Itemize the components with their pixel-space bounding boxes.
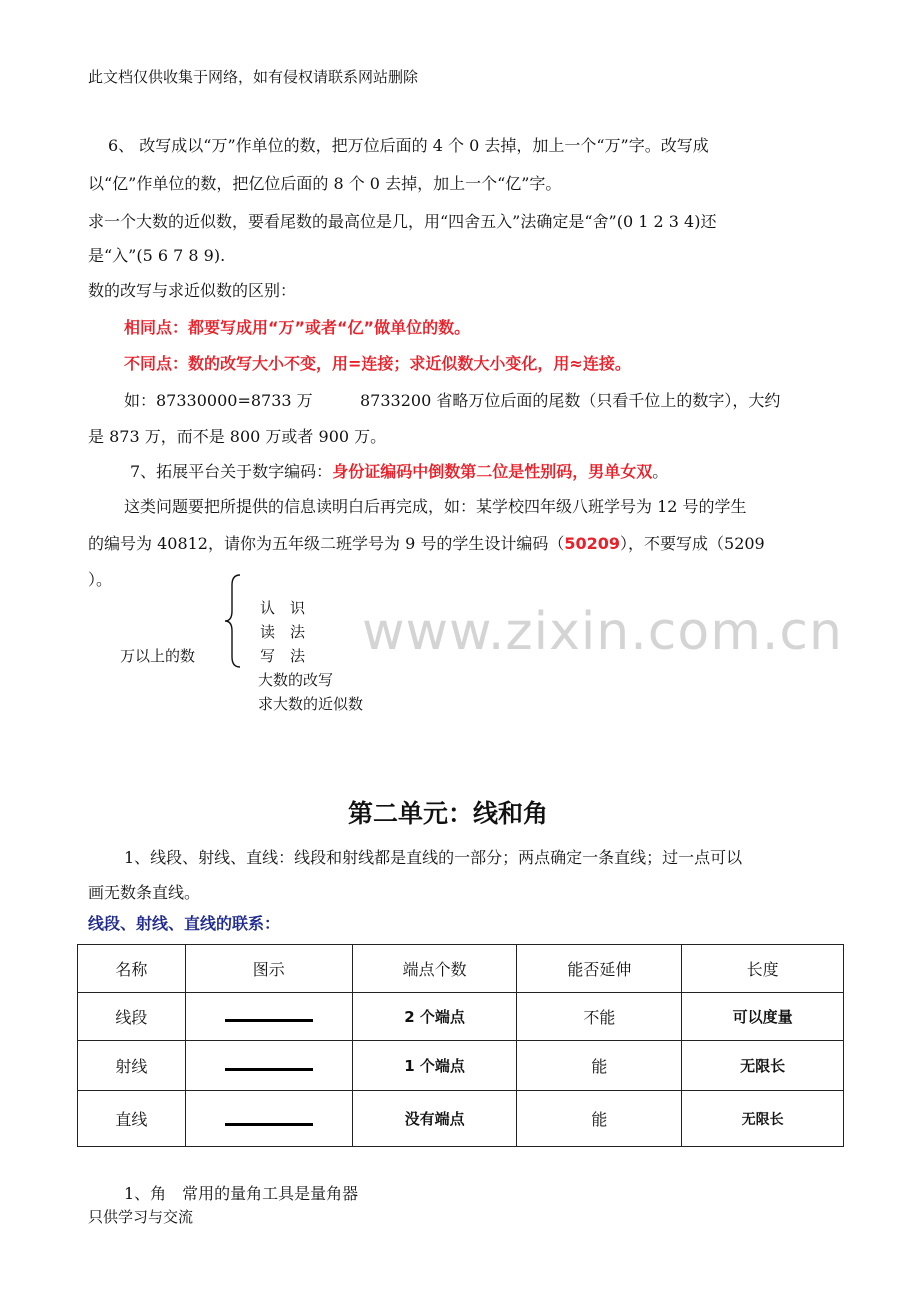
table-header-row <box>78 945 844 993</box>
diff-point: 不同点：数的改写大小不变，用=连接；求近似数大小变化，用≈连接。 <box>124 354 631 373</box>
row-endpoints: 2 个端点 <box>352 993 517 1041</box>
row-name: 线段 <box>78 993 186 1041</box>
table-row <box>78 993 844 1041</box>
header-name: 名称 <box>78 945 186 993</box>
same-point: 相同点：都要写成用“万”或者“亿”做单位的数。 <box>124 318 471 337</box>
unit2-p2: 画无数条直线。 <box>88 883 201 902</box>
row-extend: 能 <box>517 1041 682 1091</box>
segment-line <box>225 1019 313 1022</box>
section6-line5: 数的改写与求近似数的区别： <box>88 281 297 300</box>
header-endpoints: 端点个数 <box>352 945 517 993</box>
section6-line3: 求一个大数的近似数，要看尾数的最高位是几，用“四舍五入”法确定是“舍”(0 1 2 3 4)还 <box>88 212 717 231</box>
example-b: 8733200 省略万位后面的尾数（只看千位上的数字），大约 <box>360 391 781 410</box>
row-name: 射线 <box>78 1041 186 1091</box>
section7-p2-b: ），不要写成（5209 <box>620 534 765 553</box>
outline-root: 万以上的数 <box>120 647 196 665</box>
ray-line <box>225 1068 313 1071</box>
header-notice: 此文档仅供收集于网络，如有侵权请联系网站删除 <box>88 68 419 86</box>
outline-item-recognize: 认 识 <box>260 599 306 617</box>
unit2-subtitle: 线段、射线、直线的联系： <box>88 914 281 933</box>
footer-note: 只供学习与交流 <box>88 1208 194 1226</box>
header-length: 长度 <box>682 945 844 993</box>
section7-suffix: 。 <box>652 462 669 481</box>
row-extend: 不能 <box>517 993 682 1041</box>
outline-item-rewrite: 大数的改写 <box>258 671 334 689</box>
angle-line: 1、角 常用的量角工具是量角器 <box>124 1184 359 1203</box>
outline-item-write: 写 法 <box>260 647 306 665</box>
section7-p3: ）。 <box>88 570 113 589</box>
row-length: 无限长 <box>682 1091 844 1147</box>
row-length: 可以度量 <box>682 993 844 1041</box>
outline-item-approx: 求大数的近似数 <box>258 695 364 713</box>
section6-line4: 是“入”(5 6 7 8 9). <box>88 246 226 265</box>
header-extend: 能否延伸 <box>517 945 682 993</box>
outline-item-read: 读 法 <box>260 623 306 641</box>
table-row <box>78 1041 844 1091</box>
section7-p2-a: 的编号为 40812，请你为五年级二班学号为 9 号的学生设计编码（ <box>88 534 565 553</box>
section6-line1: 6、 改写成以“万”作单位的数，把万位后面的 4 个 0 去掉，加上一个“万”字。改写成 <box>108 136 709 155</box>
unit2-title: 第二单元：线和角 <box>348 799 549 828</box>
row-endpoints: 没有端点 <box>352 1091 517 1147</box>
section7-prefix: 7、拓展平台关于数字编码： <box>130 462 333 481</box>
outline-brace <box>222 573 244 669</box>
unit2-p1: 1、线段、射线、直线：线段和射线都是直线的一部分；两点确定一条直线；过一点可以 <box>124 848 743 867</box>
row-endpoints: 1 个端点 <box>352 1041 517 1091</box>
header-diagram: 图示 <box>185 945 352 993</box>
section7-highlight: 身份证编码中倒数第二位是性别码，男单女双 <box>332 462 653 481</box>
watermark: www.zixin.com.cn <box>362 602 843 662</box>
ray-diagram <box>185 1041 352 1091</box>
section7-p1: 这类问题要把所提供的信息读明白后再完成，如：某学校四年级八班学号为 12 号的学生 <box>124 497 747 516</box>
lines-table <box>77 944 844 1147</box>
table-row <box>78 1091 844 1147</box>
example-c: 是 873 万，而不是 800 万或者 900 万。 <box>88 427 387 446</box>
section7-code: 50209 <box>564 534 621 553</box>
row-extend: 能 <box>517 1091 682 1147</box>
section6-line2: 以“亿”作单位的数，把亿位后面的 8 个 0 去掉，加上一个“亿”字。 <box>88 174 562 193</box>
segment-diagram <box>185 993 352 1041</box>
section7-p2 <box>88 531 765 554</box>
line-diagram <box>185 1091 352 1147</box>
example-a: 如：87330000=8733 万 <box>124 391 313 410</box>
row-length: 无限长 <box>682 1041 844 1091</box>
straight-line <box>225 1123 313 1126</box>
row-name: 直线 <box>78 1091 186 1147</box>
section7-heading <box>130 459 668 482</box>
